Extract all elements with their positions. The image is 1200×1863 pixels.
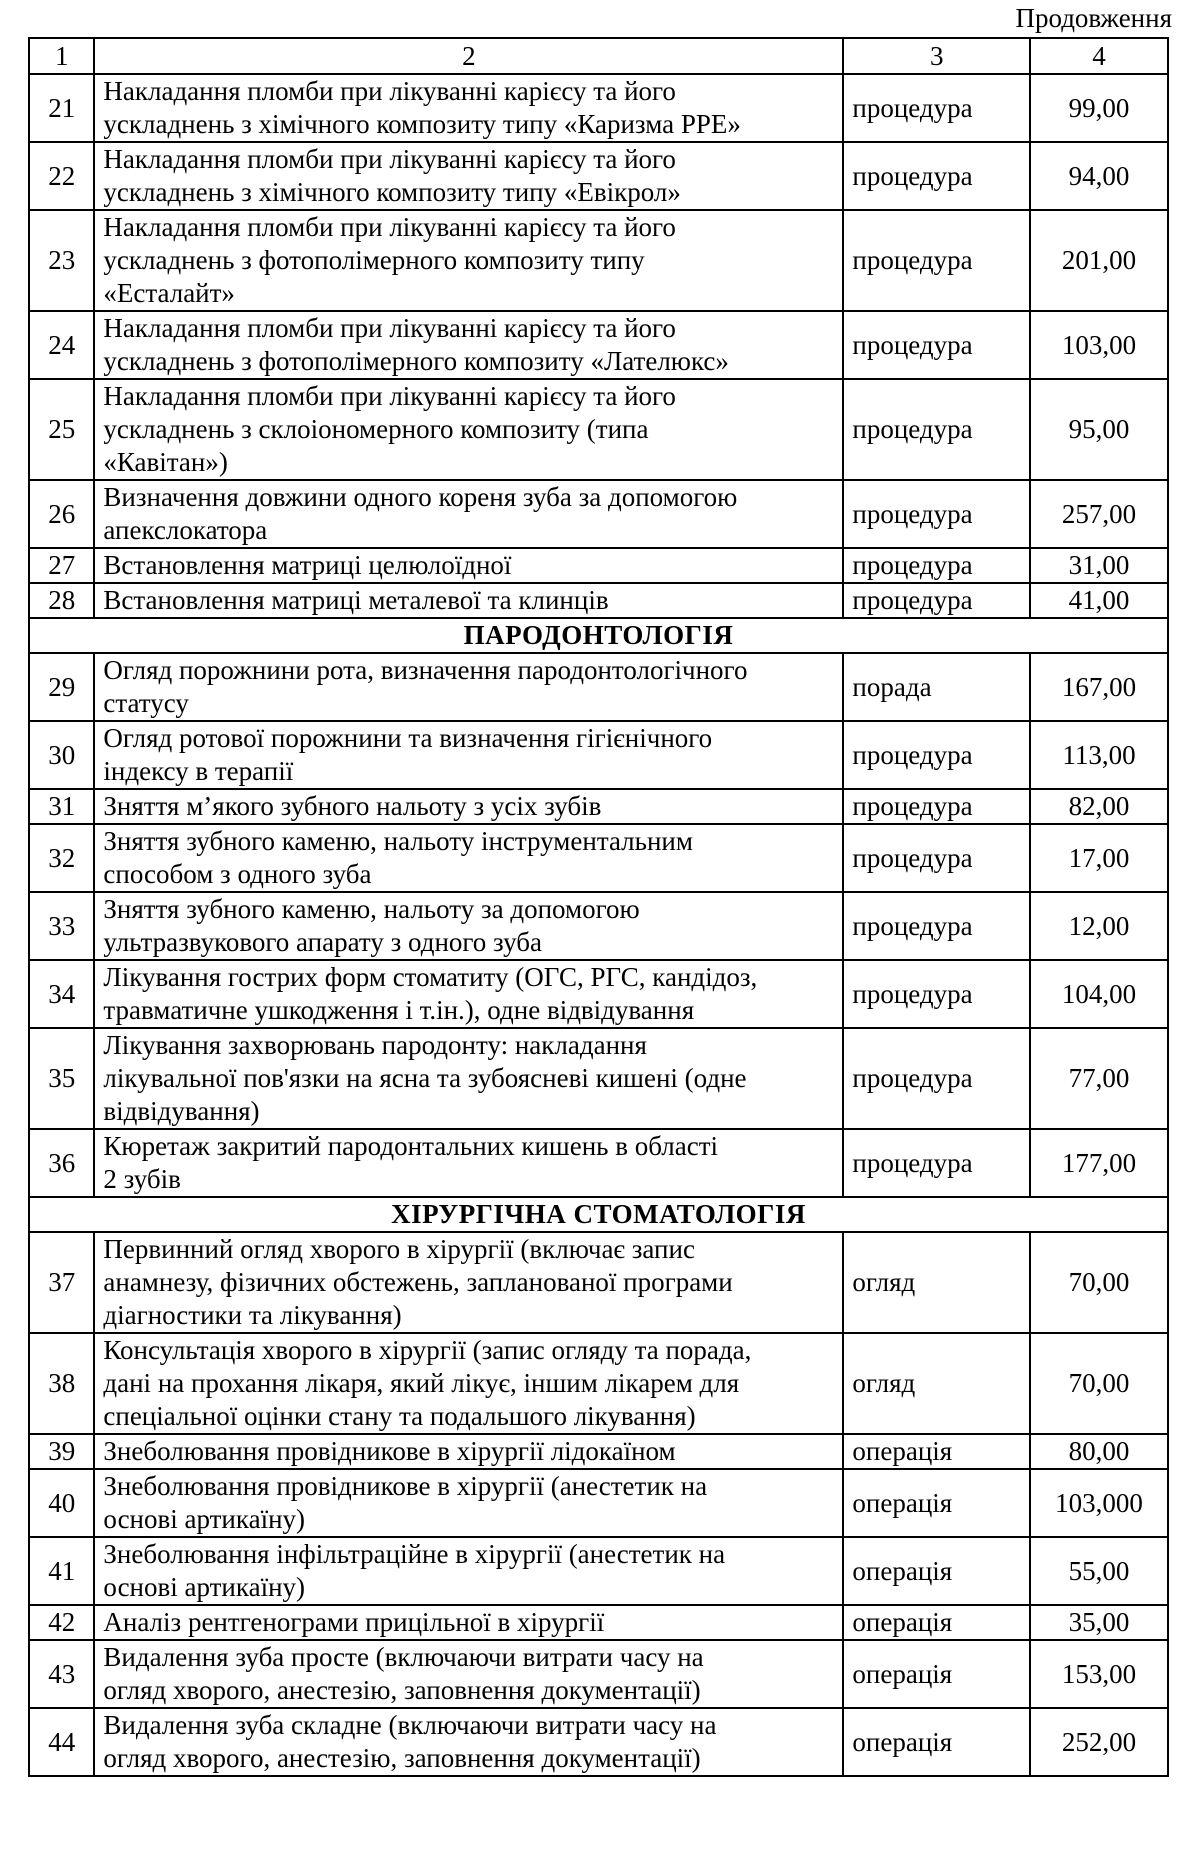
description-line: Знеболювання провідникове в хірургії лідокаїном (103, 1436, 676, 1466)
service-description (94, 74, 843, 142)
service-description (94, 1640, 843, 1708)
unit-of-measure: операція (843, 1640, 1030, 1708)
header-cell: 3 (843, 38, 1030, 74)
description-line: Зняття зубного каменю, нальоту за допомогою (103, 894, 640, 924)
row-number: 27 (29, 548, 94, 583)
service-description (94, 892, 843, 960)
table-row (29, 789, 1168, 824)
price-value: 31,00 (1030, 548, 1168, 583)
table-row (29, 1537, 1168, 1605)
description-line: Зняття зубного каменю, нальоту інструментальним (103, 826, 693, 856)
description-line: травматичне ушкодження і т.ін.), одне відвідування (103, 995, 695, 1025)
row-number: 30 (29, 721, 94, 789)
table-row (29, 1434, 1168, 1469)
description-line: ускладнень з хімічного композиту типу «Евікрол» (103, 177, 681, 207)
table-row (29, 1232, 1168, 1333)
description-line: Видалення зуба складне (включаючи витрати часу на (103, 1710, 717, 1740)
price-value: 103,000 (1030, 1469, 1168, 1537)
row-number: 23 (29, 210, 94, 311)
table-row (29, 210, 1168, 311)
description-line: Аналіз рентгенограми прицільної в хірургії (103, 1607, 605, 1637)
service-description (94, 1232, 843, 1333)
row-number: 24 (29, 311, 94, 379)
table-row (29, 1129, 1168, 1197)
unit-of-measure: процедура (843, 892, 1030, 960)
row-number: 44 (29, 1708, 94, 1776)
service-description (94, 1469, 843, 1537)
price-value: 12,00 (1030, 892, 1168, 960)
description-line: Накладання пломби при лікуванні карієсу та його (103, 144, 676, 174)
description-line: ускладнень з хімічного композиту типу «Каризма PPE» (103, 109, 741, 139)
price-value: 257,00 (1030, 480, 1168, 548)
unit-of-measure: процедура (843, 1028, 1030, 1129)
table-row (29, 892, 1168, 960)
description-line: Лікування захворювань пародонту: накладання (103, 1030, 647, 1060)
unit-of-measure: процедура (843, 480, 1030, 548)
description-line: ускладнень з фотополімерного композиту «Лателюкс» (103, 346, 729, 376)
unit-of-measure: операція (843, 1469, 1030, 1537)
row-number: 35 (29, 1028, 94, 1129)
description-line: Знеболювання інфільтраційне в хірургії (анестетик на (103, 1539, 726, 1569)
row-number: 21 (29, 74, 94, 142)
row-number: 39 (29, 1434, 94, 1469)
row-number: 25 (29, 379, 94, 480)
description-line: Зняття м’якого зубного нальоту з усіх зубів (103, 791, 602, 821)
service-description (94, 142, 843, 210)
continuation-label: Продовження (1015, 3, 1172, 33)
service-description (94, 1129, 843, 1197)
service-description (94, 379, 843, 480)
price-value: 70,00 (1030, 1333, 1168, 1434)
row-number: 38 (29, 1333, 94, 1434)
unit-of-measure: процедура (843, 210, 1030, 311)
unit-of-measure: процедура (843, 74, 1030, 142)
description-line: Первинний огляд хворого в хірургії (включає запис (103, 1234, 695, 1264)
price-value: 99,00 (1030, 74, 1168, 142)
price-value: 252,00 (1030, 1708, 1168, 1776)
row-number: 31 (29, 789, 94, 824)
service-description (94, 548, 843, 583)
row-number: 42 (29, 1605, 94, 1640)
description-line: ускладнень з склоіономерного композиту (типа (103, 414, 649, 444)
price-value: 94,00 (1030, 142, 1168, 210)
table-row (29, 653, 1168, 721)
service-description (94, 960, 843, 1028)
section-title: ПАРОДОНТОЛОГІЯ (29, 618, 1168, 653)
price-table (28, 37, 1169, 1777)
unit-of-measure: операція (843, 1537, 1030, 1605)
description-line: лікувальної пов'язки на ясна та зубоясневі кишені (одне (103, 1063, 747, 1093)
description-line: апекслокатора (103, 515, 268, 545)
unit-of-measure: операція (843, 1434, 1030, 1469)
price-value: 17,00 (1030, 824, 1168, 892)
row-number: 32 (29, 824, 94, 892)
service-description (94, 1537, 843, 1605)
description-line: діагностики та лікування) (103, 1300, 402, 1330)
description-line: Накладання пломби при лікуванні карієсу та його (103, 76, 676, 106)
table-row (29, 721, 1168, 789)
description-line: Встановлення матриці целюлоїдної (103, 550, 512, 580)
price-value: 104,00 (1030, 960, 1168, 1028)
description-line: Накладання пломби при лікуванні карієсу та його (103, 313, 676, 343)
header-cell: 4 (1030, 38, 1168, 74)
price-value: 201,00 (1030, 210, 1168, 311)
description-line: анамнезу, фізичних обстежень, запланованої програми (103, 1267, 733, 1297)
price-value: 70,00 (1030, 1232, 1168, 1333)
description-line: Видалення зуба просте (включаючи витрати часу на (103, 1642, 704, 1672)
description-line: Накладання пломби при лікуванні карієсу та його (103, 381, 676, 411)
table-row (29, 1605, 1168, 1640)
service-description (94, 210, 843, 311)
row-number: 36 (29, 1129, 94, 1197)
unit-of-measure: процедура (843, 789, 1030, 824)
row-number: 34 (29, 960, 94, 1028)
service-description (94, 1708, 843, 1776)
row-number: 37 (29, 1232, 94, 1333)
unit-of-measure: огляд (843, 1232, 1030, 1333)
section-row (29, 1197, 1168, 1232)
price-value: 177,00 (1030, 1129, 1168, 1197)
table-row (29, 74, 1168, 142)
description-line: огляд хворого, анестезію, заповнення документації) (103, 1675, 701, 1705)
service-description (94, 583, 843, 618)
price-value: 80,00 (1030, 1434, 1168, 1469)
price-value: 77,00 (1030, 1028, 1168, 1129)
price-value: 35,00 (1030, 1605, 1168, 1640)
unit-of-measure: операція (843, 1605, 1030, 1640)
price-table-body (29, 38, 1168, 1776)
description-line: дані на прохання лікаря, який лікує, іншим лікарем для (103, 1368, 740, 1398)
service-description (94, 789, 843, 824)
table-row (29, 1469, 1168, 1537)
description-line: Визначення довжини одного кореня зуба за допомогою (103, 482, 738, 512)
unit-of-measure: процедура (843, 721, 1030, 789)
price-value: 82,00 (1030, 789, 1168, 824)
unit-of-measure: процедура (843, 583, 1030, 618)
unit-of-measure: процедура (843, 960, 1030, 1028)
description-line: ультразвукового апарату з одного зуба (103, 927, 543, 957)
table-row (29, 1708, 1168, 1776)
section-title: ХІРУРГІЧНА СТОМАТОЛОГІЯ (29, 1197, 1168, 1232)
unit-of-measure: порада (843, 653, 1030, 721)
unit-of-measure: операція (843, 1708, 1030, 1776)
service-description (94, 721, 843, 789)
service-description (94, 1605, 843, 1640)
table-row (29, 583, 1168, 618)
table-row (29, 1640, 1168, 1708)
description-line: Лікування гострих форм стоматиту (ОГС, РГС, кандідоз, (103, 962, 758, 992)
price-value: 95,00 (1030, 379, 1168, 480)
service-description (94, 1028, 843, 1129)
price-value: 55,00 (1030, 1537, 1168, 1605)
table-row (29, 311, 1168, 379)
table-row (29, 824, 1168, 892)
description-line: Знеболювання провідникове в хірургії (анестетик на (103, 1471, 708, 1501)
description-line: огляд хворого, анестезію, заповнення документації) (103, 1743, 701, 1773)
service-description (94, 311, 843, 379)
row-number: 43 (29, 1640, 94, 1708)
description-line: Огляд порожнини рота, визначення пародонтологічного (103, 655, 748, 685)
row-number: 29 (29, 653, 94, 721)
table-row (29, 142, 1168, 210)
service-description (94, 824, 843, 892)
row-number: 33 (29, 892, 94, 960)
description-line: способом з одного зуба (103, 859, 372, 889)
description-line: Огляд ротової порожнини та визначення гігієнічного (103, 723, 713, 753)
description-line: основі артикаїну) (103, 1504, 306, 1534)
unit-of-measure: процедура (843, 379, 1030, 480)
description-line: ускладнень з фотополімерного композиту типу (103, 245, 645, 275)
price-value: 41,00 (1030, 583, 1168, 618)
description-line: відвідування) (103, 1096, 260, 1126)
service-description (94, 1434, 843, 1469)
description-line: «Есталайт» (103, 278, 235, 308)
unit-of-measure: процедура (843, 142, 1030, 210)
price-value: 167,00 (1030, 653, 1168, 721)
row-number: 41 (29, 1537, 94, 1605)
row-number: 26 (29, 480, 94, 548)
description-line: «Кавітан») (103, 447, 228, 477)
service-description (94, 480, 843, 548)
unit-of-measure: огляд (843, 1333, 1030, 1434)
service-description (94, 653, 843, 721)
table-row (29, 379, 1168, 480)
row-number: 40 (29, 1469, 94, 1537)
price-value: 113,00 (1030, 721, 1168, 789)
table-row (29, 548, 1168, 583)
table-row (29, 480, 1168, 548)
unit-of-measure: процедура (843, 548, 1030, 583)
unit-of-measure: процедура (843, 824, 1030, 892)
service-description (94, 1333, 843, 1434)
description-line: Накладання пломби при лікуванні карієсу та його (103, 212, 676, 242)
unit-of-measure: процедура (843, 1129, 1030, 1197)
table-row (29, 1333, 1168, 1434)
header-cell: 1 (29, 38, 94, 74)
description-line: 2 зубів (103, 1164, 181, 1194)
price-value: 153,00 (1030, 1640, 1168, 1708)
description-line: індексу в терапії (103, 756, 294, 786)
section-row (29, 618, 1168, 653)
table-row (29, 1028, 1168, 1129)
table-row (29, 960, 1168, 1028)
description-line: спеціальної оцінки стану та подальшого лікування) (103, 1401, 696, 1431)
unit-of-measure: процедура (843, 311, 1030, 379)
description-line: статусу (103, 688, 189, 718)
price-value: 103,00 (1030, 311, 1168, 379)
description-line: Встановлення матриці металевої та клинців (103, 585, 609, 615)
row-number: 28 (29, 583, 94, 618)
description-line: основі артикаїну) (103, 1572, 306, 1602)
header-cell: 2 (94, 38, 843, 74)
table-header-row (29, 38, 1168, 74)
row-number: 22 (29, 142, 94, 210)
description-line: Консультація хворого в хірургії (запис огляду та порада, (103, 1335, 752, 1365)
description-line: Кюретаж закритий пародонтальних кишень в області (103, 1131, 719, 1161)
